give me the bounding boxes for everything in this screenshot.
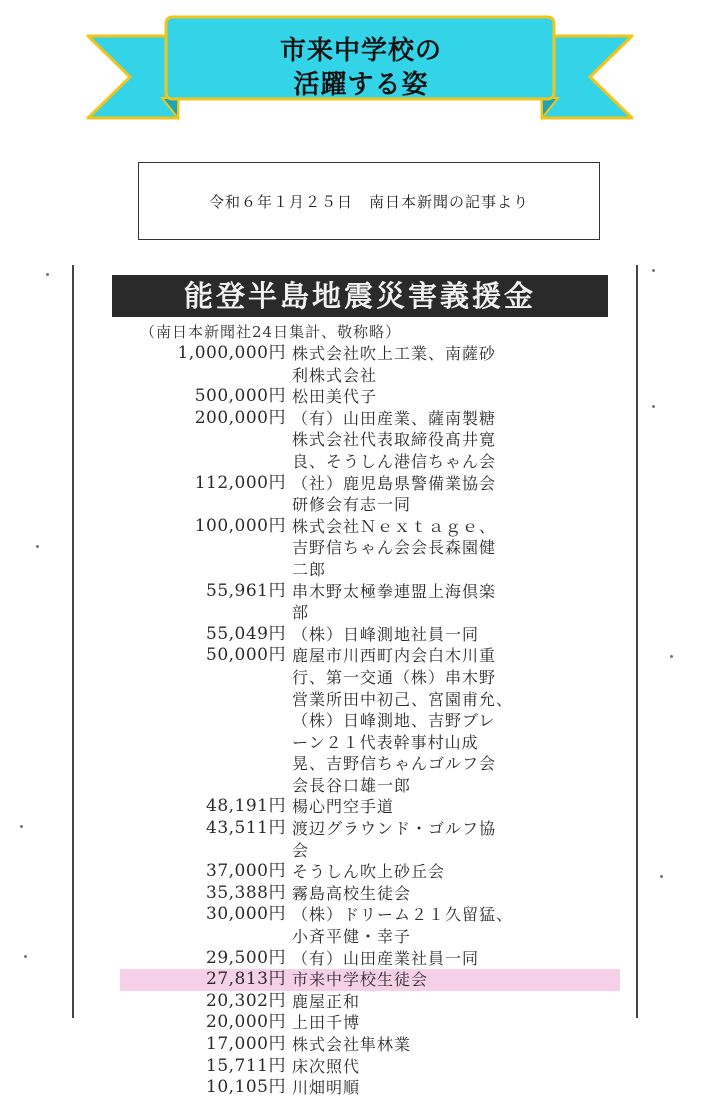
donor-names [292,861,620,883]
donation-amount: 50,000円 [206,645,286,666]
scan-speck [20,825,23,828]
donation-entry [120,1056,620,1078]
donor-names [292,645,620,796]
donor-line: （社）鹿児島県警備業協会 [292,473,497,493]
donor-names [292,1077,620,1099]
donor-line: 鹿屋正和 [292,991,361,1011]
donation-entry [120,1034,620,1056]
scan-speck [670,655,673,658]
donation-amount: 29,500円 [206,947,286,968]
donation-amount: 1,000,000円 [177,343,286,363]
donor-line: 営業所田中初己、宮園甫允、 [292,689,514,709]
donor-names [292,904,620,947]
donation-amount: 20,000円 [206,1012,286,1033]
donation-entry [120,645,620,796]
donor-line: 市来中学校生徒会 [292,969,620,991]
donor-line: 鹿屋市川西町内会白木川重 [292,646,497,666]
donation-entry [120,796,620,818]
donor-names [292,473,620,516]
donor-line: 楊心門空手道 [292,797,395,817]
donation-entry [120,516,620,581]
donor-line: 上田千博 [292,1013,361,1033]
donor-names [292,343,620,386]
donor-names [292,624,620,646]
donor-line: 部 [292,603,310,623]
scan-speck [36,545,39,548]
donation-amount: 15,711円 [206,1055,286,1076]
donation-entry [120,386,620,408]
donor-line: ーン２１代表幹事村山成 [292,732,479,752]
donation-amount: 17,000円 [206,1034,286,1054]
article-note: （南日本新聞社24日集計、敬称略） [140,323,402,341]
donor-names [292,386,620,408]
donation-amount: 10,105円 [206,1077,286,1098]
banner-title-line1: 市来中学校の [279,36,442,66]
donation-amount: 112,000円 [194,472,286,493]
donor-names [292,818,620,861]
donation-entry-highlighted [120,969,620,991]
donor-line: （株）日峰測地、吉野ブレ [292,711,496,731]
donation-amount: 55,049円 [206,623,286,644]
title-banner [86,14,634,126]
donor-line: 株式会社代表取締役髙井寛 [292,430,497,450]
donation-amount: 43,511円 [206,818,286,839]
donor-names [292,1034,620,1056]
donor-line: 利株式会社 [292,365,378,385]
donor-line: （有）山田産業社員一同 [292,948,480,968]
donor-line: 良、そうしん港信ちゃん会 [292,451,497,471]
donation-entry [120,861,620,883]
donor-line: 渡辺グラウンド・ゴルフ協 [292,819,497,839]
article-heading: 能登半島地震災害義援金 [112,275,608,317]
donor-line: （株）ドリーム２１久留猛、 [292,905,514,925]
banner-title [256,34,466,102]
donation-entry [120,904,620,947]
donation-entry [120,818,620,861]
donation-entry [120,883,620,905]
donor-line: 小斉平健・幸子 [292,927,412,947]
donation-amount: 500,000円 [194,386,286,407]
donor-names [292,991,620,1013]
scan-speck [660,875,663,878]
donor-names [292,516,620,581]
donation-entry [120,624,620,646]
donation-entry [120,581,620,624]
donor-line: 株式会社吹上工業、南薩砂 [292,344,497,363]
donation-entry [120,1077,620,1099]
donation-amount: 55,961円 [206,580,286,601]
donor-names [292,796,620,818]
donor-line: 霧島高校生徒会 [292,883,412,903]
source-caption: 令和６年１月２５日 南日本新聞の記事より [208,192,529,211]
donor-line: 研修会有志一同 [292,495,412,515]
donation-amount: 20,302円 [206,990,286,1011]
donation-amount: 30,000円 [206,904,286,925]
scan-speck [24,955,27,958]
donation-amount: 48,191円 [206,796,286,817]
donation-amount: 35,388円 [206,882,286,903]
column-rule-right [636,265,638,1018]
donor-names [292,1056,620,1078]
donation-amount: 200,000円 [194,407,286,428]
donor-line: 川畑明順 [292,1078,361,1098]
donation-amount: 27,813円 [120,969,292,991]
donor-line: 株式会社Ｎｅｘｔａｇｅ、 [292,516,497,536]
scan-speck [46,273,49,276]
donation-amount: 100,000円 [194,515,286,536]
donation-entry [120,408,620,473]
scan-speck [652,269,655,272]
donation-entry [120,343,620,386]
newspaper-clipping [0,255,720,1098]
donor-line: 吉野信ちゃん会会長森園健 [292,538,497,558]
donor-line: 会長谷口雄一郎 [292,775,412,795]
donation-list [120,343,620,1099]
column-rule-left [72,265,74,1018]
donor-line: 串木野太極拳連盟上海倶楽 [292,581,497,601]
donor-names [292,1012,620,1034]
donor-line: （有）山田産業、薩南製糖 [292,408,497,428]
donation-entry [120,473,620,516]
donor-line: 行、第一交通（株）串木野 [292,667,497,687]
source-caption-box [138,162,600,240]
donor-line: 二郎 [292,559,327,579]
donation-entry [120,1012,620,1034]
donor-line: （株）日峰測地社員一同 [292,624,480,644]
donor-line: 会 [292,840,310,860]
donor-names [292,948,620,970]
donor-line: 松田美代子 [292,387,378,407]
donor-names [292,969,620,991]
donation-entry [120,948,620,970]
donor-names [292,581,620,624]
donor-line: 床次照代 [292,1056,361,1076]
donor-names [292,883,620,905]
donation-entry [120,991,620,1013]
scan-speck [652,405,655,408]
donor-line: そうしん吹上砂丘会 [292,862,446,882]
donor-line: 晃、吉野信ちゃんゴルフ会 [292,754,497,774]
donor-names [292,408,620,473]
donation-amount: 37,000円 [206,861,286,882]
banner-title-line2: 活躍する姿 [293,70,429,100]
donor-line: 株式会社隼林業 [292,1035,412,1054]
